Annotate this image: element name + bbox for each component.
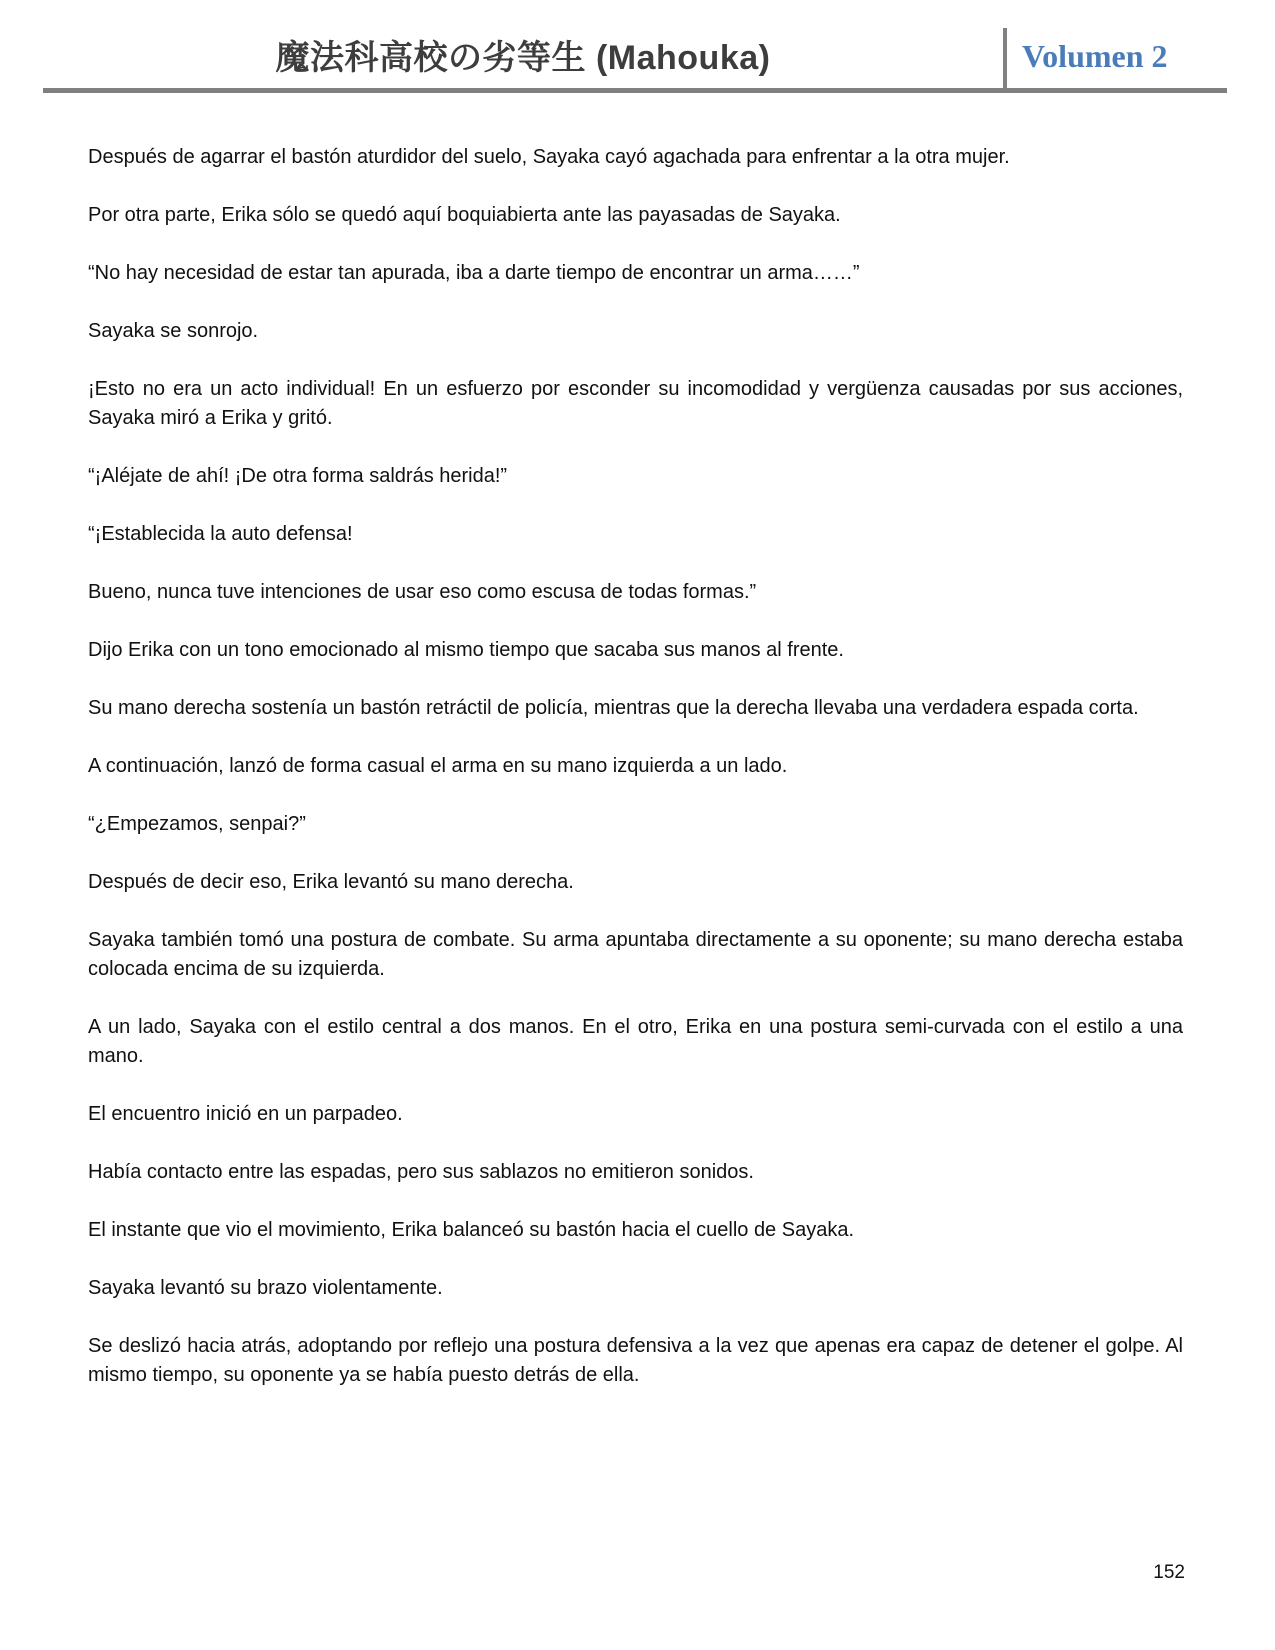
paragraph: “No hay necesidad de estar tan apurada, iba a darte tiempo de encontrar un arma……” <box>88 262 860 284</box>
body-text <box>88 143 1183 1419</box>
paragraph: Después de agarrar el bastón aturdidor del suelo, Sayaka cayó agachada para enfrentar a la otra mujer. <box>88 146 1010 168</box>
paragraph: Después de decir eso, Erika levantó su mano derecha. <box>88 871 574 893</box>
document-title-latin: (Mahouka) <box>586 39 771 77</box>
header-horizontal-rule <box>43 88 1227 93</box>
paragraph: Sayaka también tomó una postura de combate. Su arma apuntaba directamente a su oponente; su mano derecha estaba colocada encima de su izquierda. <box>88 929 1183 980</box>
paragraph: El encuentro inició en un parpadeo. <box>88 1103 403 1125</box>
header-vertical-divider <box>1003 28 1007 90</box>
paragraph: Bueno, nunca tuve intenciones de usar eso como escusa de todas formas.” <box>88 581 757 603</box>
page-header <box>0 0 1275 95</box>
paragraph: A continuación, lanzó de forma casual el arma en su mano izquierda a un lado. <box>88 755 788 777</box>
paragraph: Había contacto entre las espadas, pero sus sablazos no emitieron sonidos. <box>88 1161 754 1183</box>
paragraph: Sayaka se sonrojo. <box>88 320 259 342</box>
paragraph: A un lado, Sayaka con el estilo central a dos manos. En el otro, Erika en una postura semi-curvada con el estilo a una mano. <box>88 1016 1183 1067</box>
paragraph: Su mano derecha sostenía un bastón retráctil de policía, mientras que la derecha llevaba una verdadera espada corta. <box>88 697 1139 719</box>
document-title <box>43 30 1003 79</box>
paragraph: El instante que vio el movimiento, Erika balanceó su bastón hacia el cuello de Sayaka. <box>88 1219 855 1241</box>
paragraph: “¿Empezamos, senpai?” <box>88 813 306 835</box>
paragraph: ¡Esto no era un acto individual! En un esfuerzo por esconder su incomodidad y vergüenza causadas por sus acciones, Sayaka miró a Erika y gritó. <box>88 378 1183 429</box>
volume-label: Volumen 2 <box>1022 38 1168 74</box>
paragraph: Sayaka levantó su brazo violentamente. <box>88 1277 443 1299</box>
document-title-japanese: 魔法科高校の劣等生 <box>275 39 587 77</box>
paragraph: “¡Establecida la auto defensa! <box>88 523 353 545</box>
paragraph: Se deslizó hacia atrás, adoptando por reflejo una postura defensiva a la vez que apenas era capaz de detener el golpe. Al mismo tiempo, su oponente ya se había puesto detrás de ella. <box>88 1335 1183 1386</box>
page-number: 152 <box>1153 1562 1185 1583</box>
paragraph: Dijo Erika con un tono emocionado al mismo tiempo que sacaba sus manos al frente. <box>88 639 844 661</box>
paragraph: Por otra parte, Erika sólo se quedó aquí boquiabierta ante las payasadas de Sayaka. <box>88 204 841 226</box>
paragraph: “¡Aléjate de ahí! ¡De otra forma saldrás herida!” <box>88 465 508 487</box>
